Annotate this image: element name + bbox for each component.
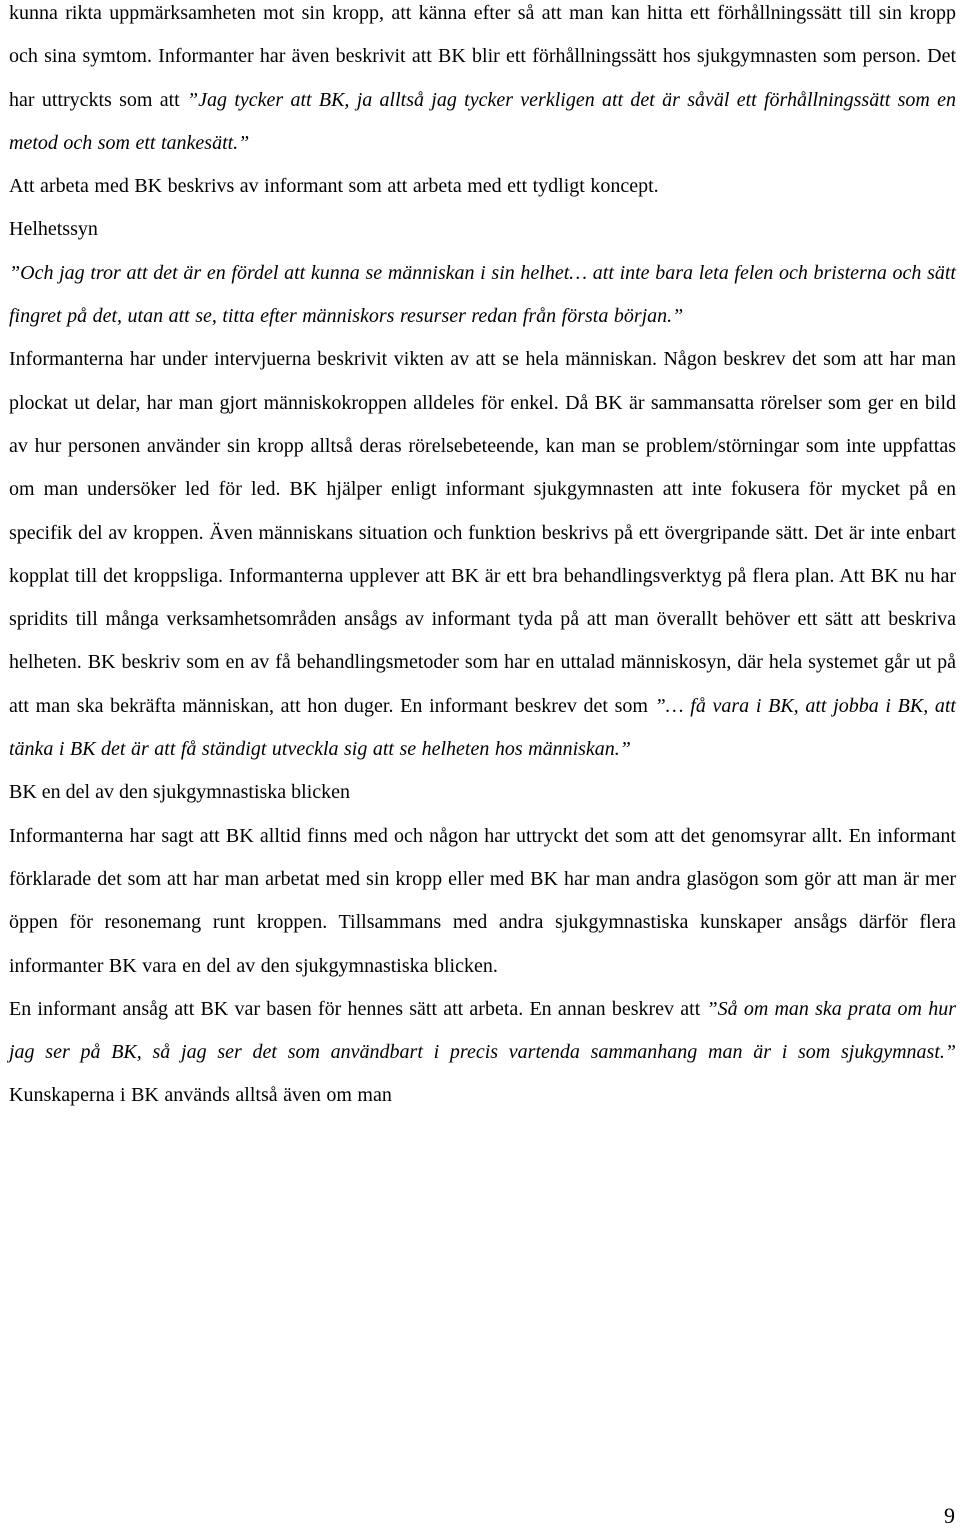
page-number: 9 (944, 1503, 955, 1528)
paragraph-blicken: Informanterna har sagt att BK alltid finns med och någon har uttryckt det som att det genomsyrar allt. En informant förklarade det som att har man arbetat med sin kropp eller med BK har man andra glasögon som gör att man är mer öppen för resonemang runt kroppen. Tillsammans med andra sjukgymnastiska kunskaper ansågs därför flera informanter BK vara en del av den sjukgymnastiska blicken. (9, 824, 956, 977)
document-page (9, 0, 956, 1118)
section-heading-helhetssyn: Helhetssyn (9, 218, 98, 241)
paragraph-intro (9, 0, 956, 165)
paragraph-helhetssyn (9, 338, 956, 771)
quote-forhallningssatt: ”Jag tycker att BK, ja alltså jag tycker verkligen att det är såväl ett förhållningssätt som en metod och som ett tankesätt.” (9, 88, 956, 154)
section-heading-blicken: BK en del av den sjukgymnastiska blicken (9, 781, 351, 804)
paragraph-koncept: Att arbeta med BK beskrivs av informant som att arbeta med ett tydligt koncept. (9, 175, 659, 198)
quote-helheten-hos-manniskan: ”… få vara i BK, att jobba i BK, att tänka i BK det är att få ständigt utveckla sig att se helheten hos människan.” (9, 694, 956, 761)
paragraph-helhetssyn-text: Informanterna har under intervjuerna beskrivit vikten av att se hela människan. Någon beskrev det som att har man plockat ut delar, har man gjort människokroppen alldeles för enkel. Då BK är sammansatta rörelser som ger en bild av hur personen använder sin kropp alltså deras rörelsebeteende, kan man se problem/störningar som inte uppfattas om man undersöker led för led. BK hjälper enligt informant sjukgymnasten att inte fokusera för mycket på en specifik del av kroppen. Även människans situation och funktion beskrivs på ett övergripande sätt. Det är inte enbart kopplat till det kroppsliga. Informanterna upplever att BK är ett bra behandlingsverktyg på flera plan. Att BK nu har spridits till många verksamhetsområden ansågs av informant tyda på att man överallt behöver ett sätt att beskriva helheten. BK beskriv som en av få behandlingsmetoder som har en uttalad människosyn, där hela systemet går ut på att man ska bekräfta människan, att hon duger. En informant beskrev det som (9, 348, 956, 717)
paragraph-basen-continuation: Kunskaperna i BK används alltså även om man (9, 1084, 392, 1107)
paragraph-intro-text: kunna rikta uppmärksamheten mot sin kropp, att känna efter så att man kan hitta ett förhållningssätt till sin kropp och sina symtom. Informanter har även beskrivit att BK blir ett förhållningssätt hos sjukgymnasten som person. Det har uttryckts som att (9, 2, 956, 111)
quote-anvandbart: ”Så om man ska prata om hur jag ser på BK, så jag ser det som användbart i precis vartenda sammanhang man är i som sjukgymnast.” (9, 997, 956, 1064)
paragraph-basen-text: En informant ansåg att BK var basen för hennes sätt att arbeta. En annan beskrev att (9, 997, 707, 1020)
paragraph-basen (9, 988, 956, 1118)
quote-helhet: ”Och jag tror att det är en fördel att kunna se människan i sin helhet… att inte bara leta felen och bristerna och sätt fingret på det, utan att se, titta efter människors resurser redan från första början.” (9, 261, 956, 328)
